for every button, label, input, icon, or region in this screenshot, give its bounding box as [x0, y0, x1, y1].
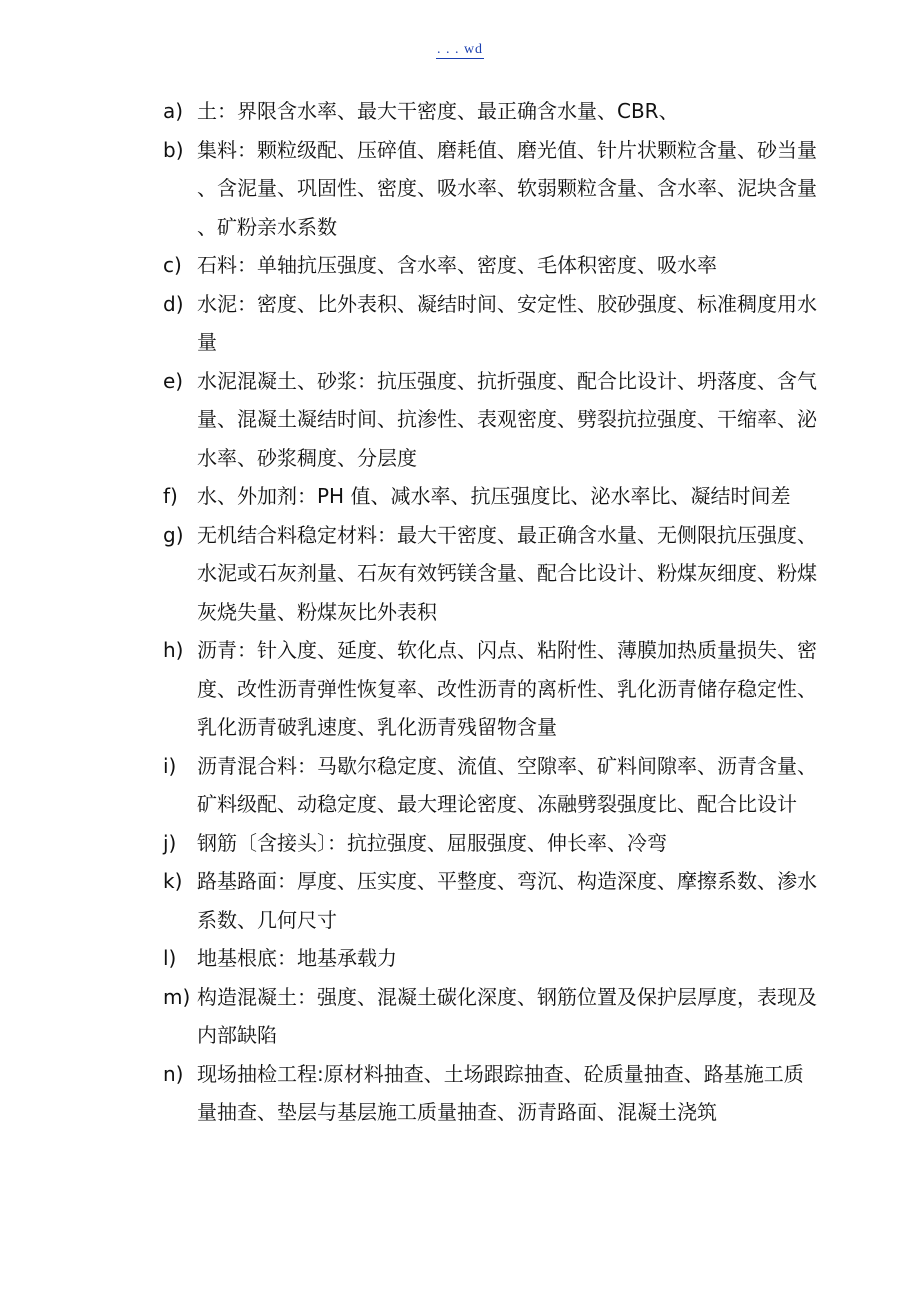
- list-item: [163, 978, 823, 1055]
- list-item-text: 现场抽检工程:原材料抽查、土场跟踪抽查、砼质量抽查、路基施工质量抽查、垫层与基层施工质量抽查、沥青路面、混凝土浇筑: [197, 1061, 804, 1124]
- list-item-text: 水、外加剂：PH 值、减水率、抗压强度比、泌水率比、凝结时间差: [197, 484, 791, 508]
- list-item-text: 土：界限含水率、最大干密度、最正确含水量、CBR、: [197, 99, 679, 123]
- list-item: [163, 477, 823, 516]
- test-item-list: [163, 92, 823, 1132]
- page-header: [0, 42, 920, 58]
- list-item-text: 地基根底：地基承载力: [197, 946, 397, 970]
- list-item: [163, 246, 823, 285]
- list-item-marker: e): [163, 368, 184, 393]
- list-item-text: 石料：单轴抗压强度、含水率、密度、毛体积密度、吸水率: [197, 253, 717, 277]
- list-item-text: 沥青：针入度、延度、软化点、闪点、粘附性、薄膜加热质量损失、密度、改性沥青弹性恢复率、改性沥青的离析性、乳化沥青储存稳定性、乳化沥青破乳速度、乳化沥青残留物含量: [197, 638, 817, 739]
- list-item-marker: a): [163, 99, 184, 123]
- list-item-text: 构造混凝土：强度、混凝土碳化深度、钢筋位置及保护层厚度，表现及内部缺陷: [197, 984, 817, 1047]
- list-item-marker: j): [163, 830, 177, 855]
- list-item-marker: d): [163, 291, 184, 316]
- list-item-text: 沥青混合料：马歇尔稳定度、流值、空隙率、矿料间隙率、沥青含量、矿料级配、动稳定度、最大理论密度、冻融劈裂强度比、配合比设计: [197, 753, 817, 816]
- list-item: [163, 939, 823, 978]
- list-item: [163, 516, 823, 632]
- list-item-text: 钢筋〔含接头〕：抗拉强度、屈服强度、伸长率、冷弯: [197, 830, 667, 855]
- list-item-marker: k): [163, 869, 183, 893]
- list-item: [163, 747, 823, 824]
- list-item: [163, 362, 823, 478]
- list-item: [163, 862, 823, 939]
- list-item-marker: m): [163, 984, 191, 1009]
- list-item-marker: h): [163, 638, 184, 662]
- list-item-text: 无机结合料稳定材料：最大干密度、最正确含水量、无侧限抗压强度、水泥或石灰剂量、石灰有效钙镁含量、配合比设计、粉煤灰细度、粉煤灰烧失量、粉煤灰比外表积: [197, 522, 817, 624]
- list-item-text: 水泥：密度、比外表积、凝结时间、安定性、胶砂强度、标准稠度用水量: [197, 291, 817, 354]
- list-item: [163, 285, 823, 362]
- list-item-marker: l): [163, 946, 177, 970]
- list-item: [163, 631, 823, 747]
- list-item-marker: c): [163, 253, 182, 277]
- list-item: [163, 824, 823, 863]
- list-item-text: 水泥混凝土、砂浆：抗压强度、抗折强度、配合比设计、坍落度、含气量、混凝土凝结时间、抗渗性、表观密度、劈裂抗拉强度、干缩率、泌水率、砂浆稠度、分层度: [197, 368, 817, 470]
- list-item-marker: g): [163, 522, 184, 547]
- list-item-marker: i): [163, 753, 177, 778]
- list-item: [163, 92, 823, 131]
- list-item-marker: n): [163, 1061, 184, 1086]
- list-item: [163, 1055, 823, 1132]
- list-item: [163, 131, 823, 247]
- list-item-text: 路基路面：厚度、压实度、平整度、弯沉、构造深度、摩擦系数、渗水系数、几何尺寸: [197, 869, 817, 932]
- list-item-text: 集料：颗粒级配、压碎值、磨耗值、磨光值、针片状颗粒含量、砂当量、含泥量、巩固性、密度、吸水率、软弱颗粒含量、含水率、泥块含量、矿粉亲水系数: [197, 137, 817, 239]
- list-item-marker: f): [163, 484, 178, 508]
- list-item-marker: b): [163, 137, 184, 162]
- header-mark-text: . . . wd: [436, 42, 484, 57]
